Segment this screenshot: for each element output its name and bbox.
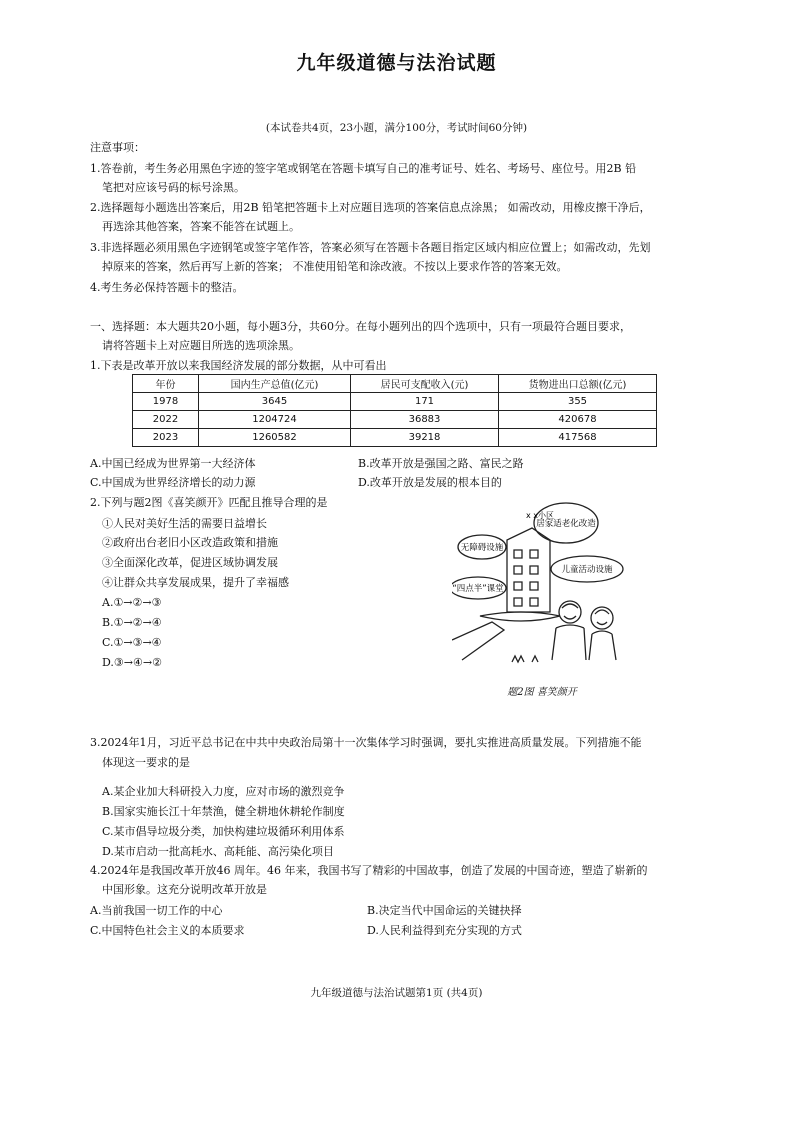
table-cell: 355 — [499, 393, 657, 411]
table-cell: 417568 — [499, 429, 657, 447]
q1-option-c: C.中国成为世界经济增长的动力源 — [90, 476, 256, 489]
exam-info: (本试卷共4页，23小题，满分100分，考试时间60分钟) — [265, 122, 528, 134]
q3-option-d: D.某市启动一批高耗水、高耗能、高污染化项目 — [102, 845, 334, 858]
table-cell: 420678 — [499, 411, 657, 429]
cartoon-label-accessibility: 无障碍设施 — [460, 543, 504, 553]
cartoon-caption: 题2图 喜笑颜开 — [507, 687, 577, 698]
table-header: 年份 — [133, 375, 199, 393]
table-cell: 36883 — [351, 411, 499, 429]
q2-option-d: D.③→④→② — [102, 656, 162, 669]
q1-stem: 1.下表是改革开放以来我国经济发展的部分数据，从中可看出 — [90, 359, 387, 372]
note-line: 1.答卷前，考生务必用黑色字迹的签字笔或钢笔在答题卡填写自己的准考证号、姓名、考场号、座位号。用2B 铅 — [90, 162, 637, 175]
section-heading: 一、选择题：本大题共20小题，每小题3分，共60分。在每小题列出的四个选项中，只有一项最符合题目要求， — [90, 320, 631, 333]
note-line: 掉原来的答案，然后再写上新的答案； 不准使用铅笔和涂改液。不按以上要求作答的答案无效。 — [102, 260, 568, 273]
q2-option-c: C.①→③→④ — [102, 636, 162, 649]
page-footer: 九年级道德与法治试题第1页 (共4页) — [310, 987, 483, 999]
cartoon-label-after-school: “四点半”课堂 — [452, 584, 504, 594]
table-cell: 1260582 — [199, 429, 351, 447]
table-cell: 39218 — [351, 429, 499, 447]
table-row — [133, 411, 657, 429]
q4-option-a: A.当前我国一切工作的中心 — [90, 904, 223, 917]
note-line: 笔把对应该号码的标号涂黑。 — [102, 181, 245, 194]
table-cell: 2023 — [133, 429, 199, 447]
table-header: 国内生产总值(亿元) — [199, 375, 351, 393]
q2-option-a: A.①→②→③ — [102, 596, 162, 609]
notes-heading: 注意事项： — [90, 141, 145, 154]
section-instruction: 请将答题卡上对应题目所选的选项涂黑。 — [102, 339, 300, 352]
table-row — [133, 393, 657, 411]
table-header-row — [133, 375, 657, 393]
q4-stem: 4.2024年是我国改革开放46 周年。46 年来，我国书写了精彩的中国故事，创造了发展的中国奇迹，塑造了崭新的 — [90, 864, 648, 877]
page-title: 九年级道德与法治试题 — [296, 52, 497, 74]
q3-option-b: B.国家实施长江十年禁渔，健全耕地休耕轮作制度 — [102, 805, 345, 818]
q4-stem-cont: 中国形象。这充分说明改革开放是 — [102, 883, 267, 896]
q1-option-a: A.中国已经成为世界第一大经济体 — [90, 457, 256, 470]
table-cell: 3645 — [199, 393, 351, 411]
q3-option-c: C.某市倡导垃圾分类，加快构建垃圾循环利用体系 — [102, 825, 345, 838]
q2-stem: 2.下列与题2图《喜笑颜开》匹配且推导合理的是 — [90, 496, 328, 509]
cartoon-label-elder-care: 居家适老化改造 — [536, 519, 596, 529]
note-line: 3.非选择题必须用黑色字迹钢笔或签字笔作答，答案必须写在答题卡各题目指定区域内相应位置上；如需改动，先划 — [90, 241, 651, 254]
q4-option-d: D.人民利益得到充分实现的方式 — [367, 924, 522, 937]
note-line: 4.考生务必保持答题卡的整洁。 — [90, 281, 244, 294]
q1-option-d: D.改革开放是发展的根本目的 — [358, 476, 502, 489]
table-cell: 2022 — [133, 411, 199, 429]
q2-statement: ①人民对美好生活的需要日益增长 — [102, 517, 267, 530]
table-header: 居民可支配收入(元) — [351, 375, 499, 393]
q4-option-b: B.决定当代中国命运的关键抉择 — [367, 904, 522, 917]
cartoon-label-community: x x小区 — [526, 511, 555, 520]
cartoon-label-children: 儿童活动设施 — [561, 565, 613, 575]
table-row — [133, 429, 657, 447]
table-cell: 171 — [351, 393, 499, 411]
economic-data-table — [132, 374, 657, 447]
cartoon-illustration — [452, 500, 632, 668]
q4-option-c: C.中国特色社会主义的本质要求 — [90, 924, 245, 937]
q3-stem-cont: 体现这一要求的是 — [102, 756, 190, 769]
q2-statement: ④让群众共享发展成果，提升了幸福感 — [102, 576, 289, 589]
q3-option-a: A.某企业加大科研投入力度，应对市场的激烈竞争 — [102, 785, 345, 798]
q2-statement: ②政府出台老旧小区改造政策和措施 — [102, 536, 278, 549]
table-cell: 1204724 — [199, 411, 351, 429]
q2-statement: ③全面深化改革，促进区域协调发展 — [102, 556, 278, 569]
note-line: 再选涂其他答案，答案不能答在试题上。 — [102, 220, 300, 233]
note-line: 2.选择题每小题选出答案后，用2B 铅笔把答题卡上对应题目选项的答案信息点涂黑； 如需改动，用橡皮擦干净后， — [90, 201, 651, 214]
table-header: 货物进出口总额(亿元) — [499, 375, 657, 393]
table-cell: 1978 — [133, 393, 199, 411]
q1-option-b: B.改革开放是强国之路、富民之路 — [358, 457, 524, 470]
q2-option-b: B.①→②→④ — [102, 616, 162, 629]
q3-stem: 3.2024年1月，习近平总书记在中共中央政治局第十一次集体学习时强调，要扎实推进高质量发展。下列措施不能 — [90, 736, 642, 749]
